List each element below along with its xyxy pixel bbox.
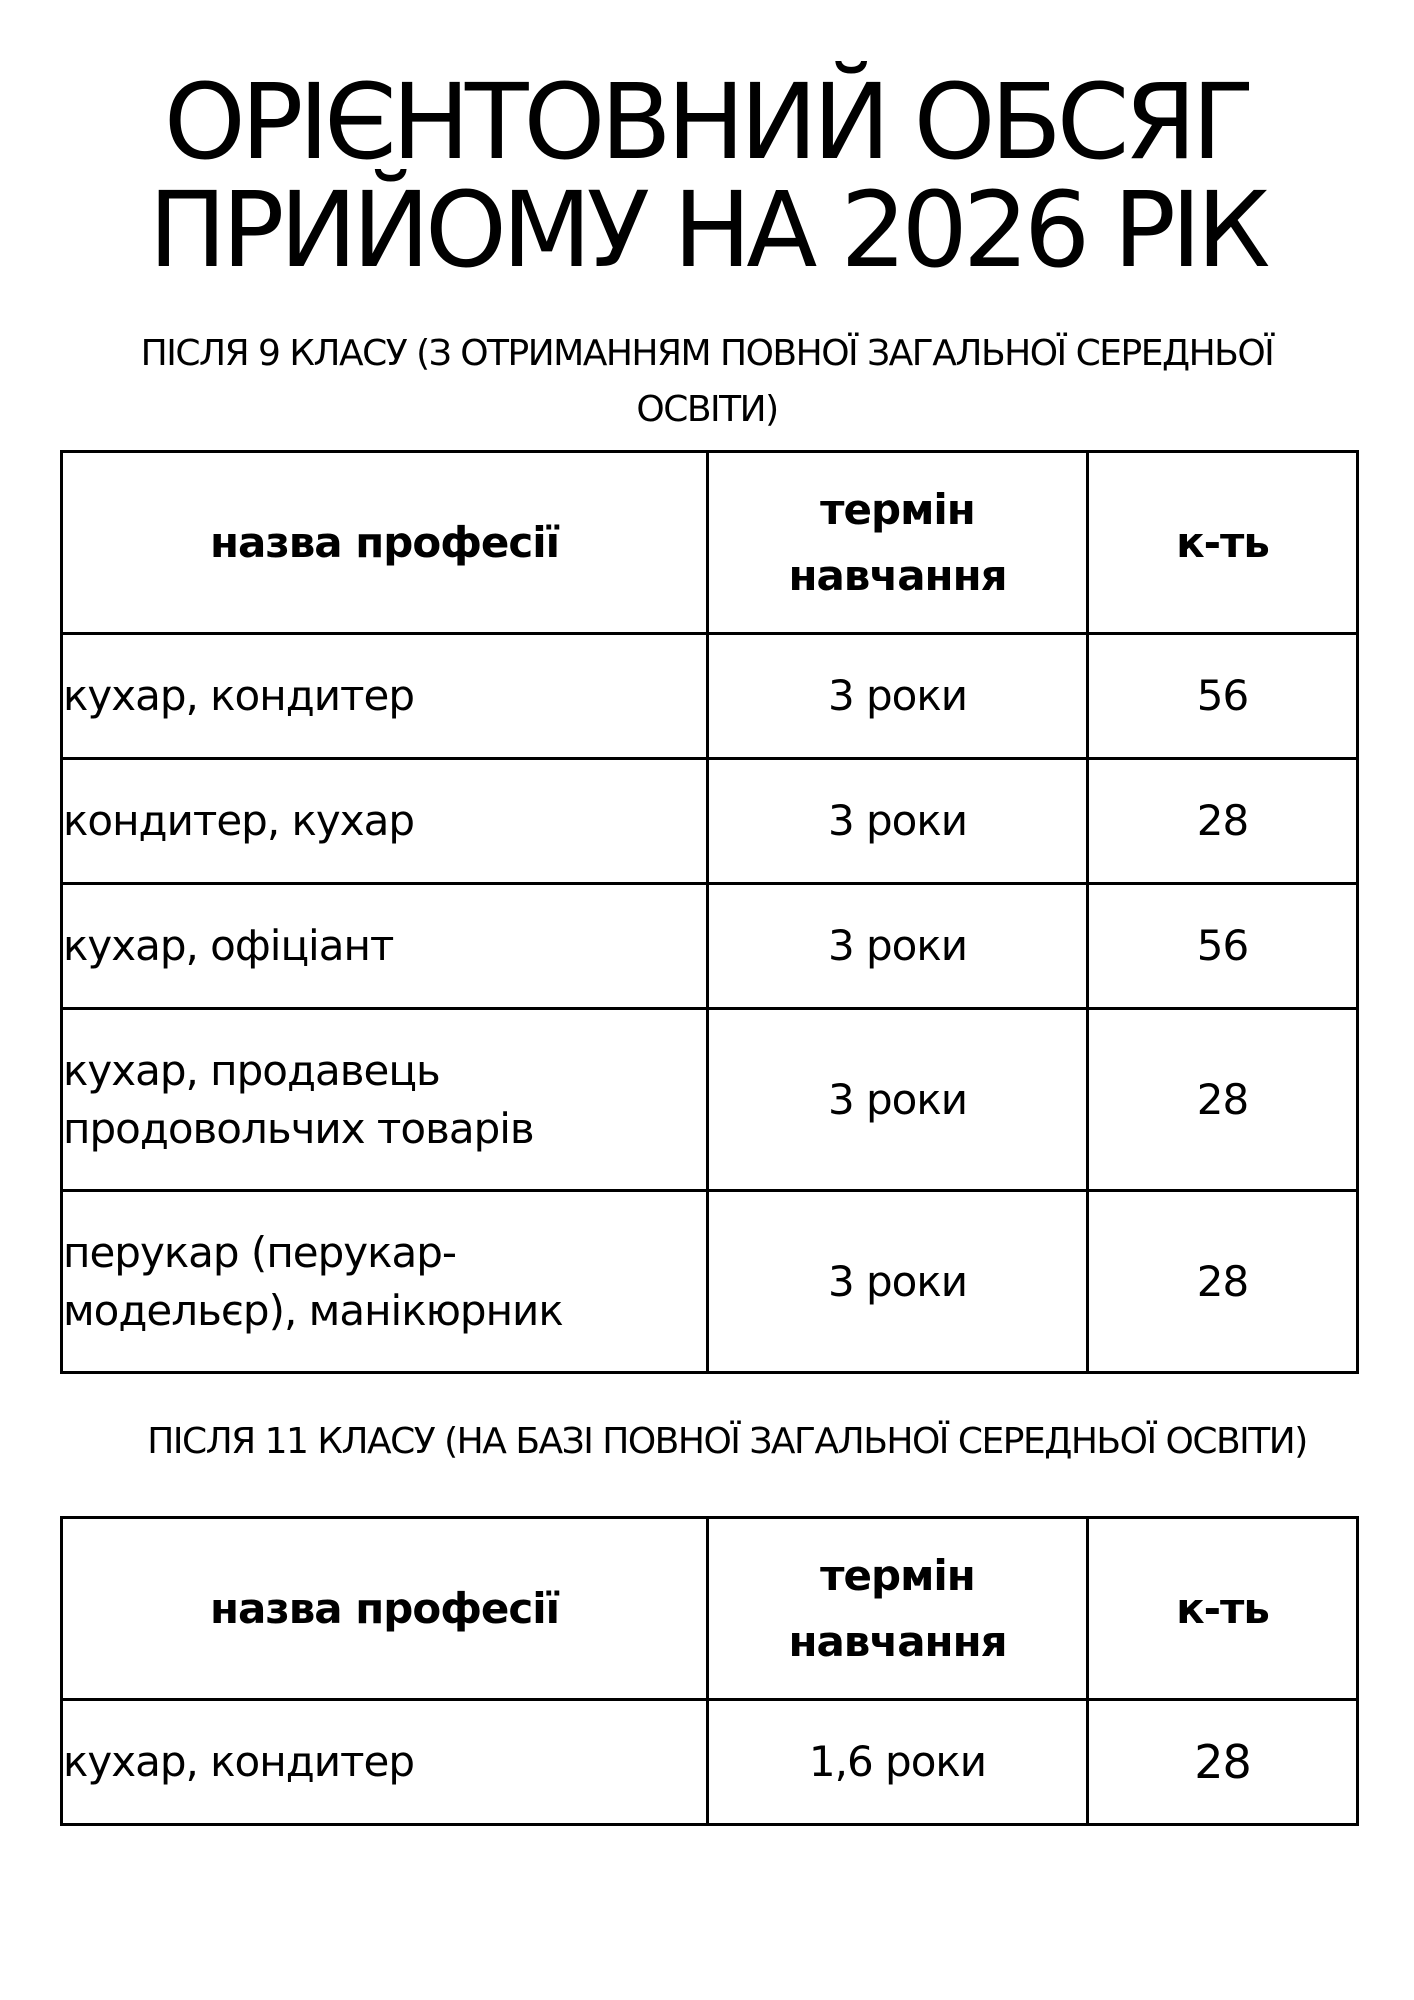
section-1-heading (40, 326, 1374, 438)
study-term: 3 роки (708, 1009, 1088, 1191)
column-header-term (708, 1518, 1088, 1700)
page-title (0, 61, 1414, 291)
section-1-heading-line-2: ОСВІТИ) (636, 389, 778, 430)
study-term: 1,6 роки (708, 1700, 1088, 1825)
table-row (62, 1191, 1358, 1373)
table-row (62, 1700, 1358, 1825)
profession-name-line-2: модельєр), манікюрник (63, 1285, 563, 1335)
table-row (62, 1009, 1358, 1191)
admission-table-after-11-grade (60, 1516, 1359, 1826)
table-row (62, 884, 1358, 1009)
profession-name: кондитер, кухар (62, 759, 708, 884)
page-title-line-1: ОРІЄНТОВНИЙ ОБСЯГ (163, 61, 1251, 183)
column-header-count: к-ть (1088, 452, 1358, 634)
column-header-term (708, 452, 1088, 634)
column-header-count: к-ть (1088, 1518, 1358, 1700)
seat-count: 56 (1088, 884, 1358, 1009)
profession-name-line-2: продовольчих товарів (63, 1103, 534, 1153)
column-header-term-line-1: термін (820, 1550, 975, 1600)
profession-name: кухар, кондитер (62, 634, 708, 759)
study-term: 3 роки (708, 634, 1088, 759)
column-header-term-line-2: навчання (788, 1616, 1007, 1666)
study-term: 3 роки (708, 884, 1088, 1009)
column-header-term-line-1: термін (820, 484, 975, 534)
column-header-name: назва професії (62, 452, 708, 634)
profession-name (62, 1191, 708, 1373)
seat-count: 28 (1088, 759, 1358, 884)
section-2-heading: ПІСЛЯ 11 КЛАСУ (НА БАЗІ ПОВНОЇ ЗАГАЛЬНОЇ СЕРЕДНЬОЇ ОСВІТИ) (147, 1421, 1307, 1462)
table-header-row (62, 452, 1358, 634)
seat-count: 28 (1088, 1191, 1358, 1373)
seat-count: 28 (1088, 1009, 1358, 1191)
study-term: 3 роки (708, 1191, 1088, 1373)
table-row (62, 634, 1358, 759)
table-header-row (62, 1518, 1358, 1700)
profession-name: кухар, офіціант (62, 884, 708, 1009)
column-header-name: назва професії (62, 1518, 708, 1700)
profession-name: кухар, кондитер (62, 1700, 708, 1825)
admission-table-after-9-grade (60, 450, 1359, 1374)
seat-count: 28 (1088, 1700, 1358, 1825)
page-title-line-2: ПРИЙОМУ НА 2026 РІК (148, 169, 1266, 291)
profession-name-line-1: перукар (перукар- (63, 1227, 457, 1277)
profession-name-line-1: кухар, продавець (63, 1045, 440, 1095)
seat-count: 56 (1088, 634, 1358, 759)
profession-name (62, 1009, 708, 1191)
study-term: 3 роки (708, 759, 1088, 884)
column-header-term-line-2: навчання (788, 550, 1007, 600)
section-1-heading-line-1: ПІСЛЯ 9 КЛАСУ (З ОТРИМАННЯМ ПОВНОЇ ЗАГАЛЬНОЇ СЕРЕДНЬОЇ (140, 333, 1274, 374)
table-row (62, 759, 1358, 884)
